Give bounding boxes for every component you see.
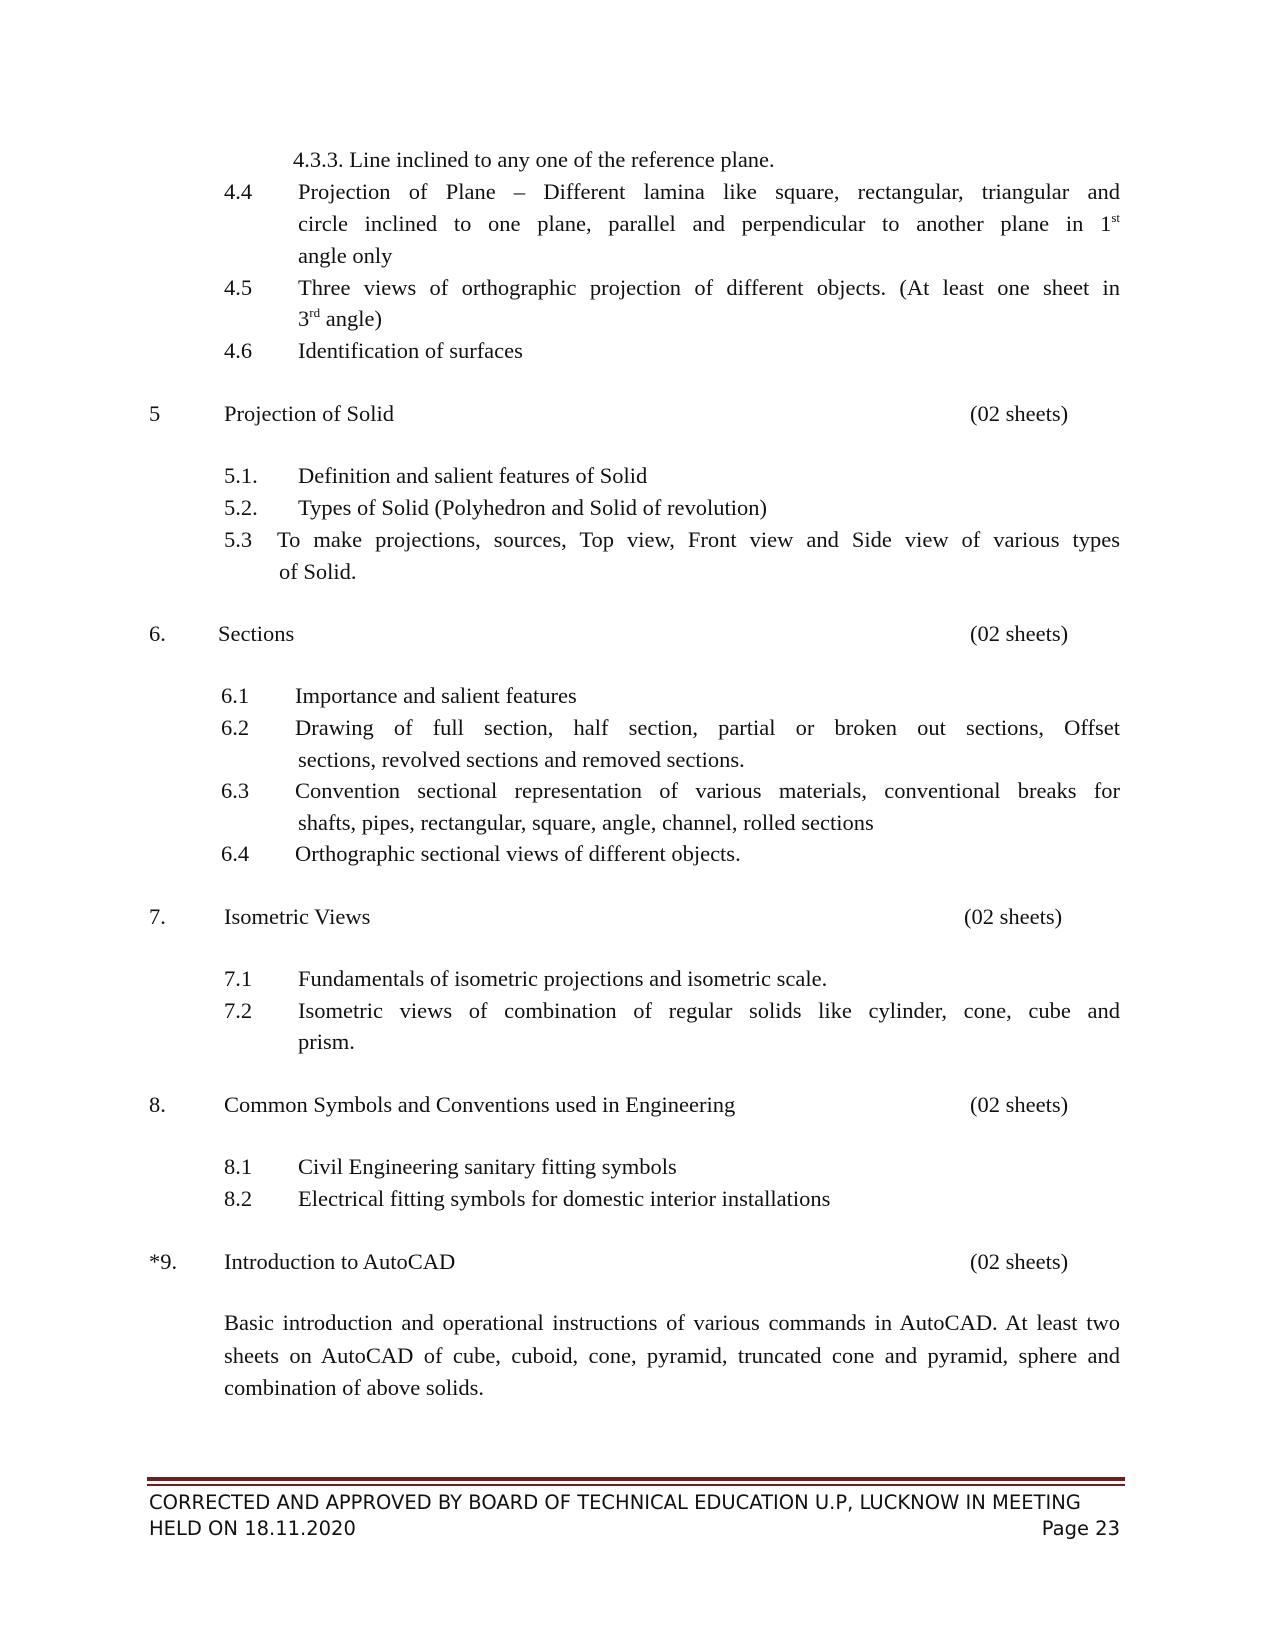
- item-4-3-3: 4.3.3. Line inclined to any one of the reference plane.: [293, 147, 775, 172]
- section-title: Sections: [218, 621, 295, 646]
- item-number: 5.3: [224, 527, 253, 552]
- section-sheets: (02 sheets): [970, 1249, 1069, 1274]
- item-7-1-text: Fundamentals of isometric projections and isometric scale.: [298, 966, 828, 991]
- item-number: 5.1.: [224, 463, 258, 488]
- item-4-4-line2-text: circle inclined to one plane, parallel and perpendicular to another plane in 1: [298, 211, 1112, 236]
- item-number: 7.2: [224, 998, 253, 1023]
- item-4-4-line1: Projection of Plane – Different lamina like square, rectangular, triangular and: [298, 179, 1120, 204]
- page-number: Page 23: [1041, 1517, 1120, 1540]
- superscript: st: [1111, 209, 1120, 225]
- section-sheets: (02 sheets): [970, 621, 1069, 646]
- section-number: 8.: [149, 1092, 166, 1117]
- item-8-1-text: Civil Engineering sanitary fitting symbols: [298, 1154, 677, 1179]
- item-6-1-text: Importance and salient features: [295, 683, 577, 708]
- footer-approval-line2: HELD ON 18.11.2020: [149, 1517, 356, 1540]
- item-4-6-text: Identification of surfaces: [298, 338, 523, 363]
- section-title: Introduction to AutoCAD: [224, 1249, 456, 1274]
- item-6-2-line1: Drawing of full section, half section, partial or broken out sections, Offset: [295, 715, 1120, 740]
- item-number: 4.6: [224, 338, 253, 363]
- section-number: 7.: [149, 904, 166, 929]
- item-number: 8.1: [224, 1154, 253, 1179]
- footer-rule: [147, 1477, 1125, 1481]
- item-5-1-text: Definition and salient features of Solid: [298, 463, 648, 488]
- item-number: 4.4: [224, 179, 253, 204]
- section-number: 6.: [149, 621, 166, 646]
- item-5-3-line2: of Solid.: [279, 559, 357, 584]
- section-sheets: (02 sheets): [964, 904, 1063, 929]
- item-number: 7.1: [224, 966, 253, 991]
- item-number: 8.2: [224, 1186, 253, 1211]
- superscript: rd: [309, 304, 321, 320]
- item-8-2-text: Electrical fitting symbols for domestic interior installations: [298, 1186, 831, 1211]
- item-4-4-line3: angle only: [298, 243, 393, 268]
- item-4-4-line2: [298, 210, 1120, 238]
- item-number: 6.2: [221, 715, 250, 740]
- item-number: 6.4: [221, 841, 250, 866]
- item-number: 5.2.: [224, 495, 258, 520]
- section-number: 5: [149, 401, 161, 426]
- item-number: 6.1: [221, 683, 250, 708]
- autocad-paragraph: Basic introduction and operational instructions of various commands in AutoCAD. At least two sheets on AutoCAD of cube, cuboid, cone, pyramid, truncated cone and pyramid, sphere and combination of above solids.: [224, 1310, 1120, 1400]
- item-6-4-text: Orthographic sectional views of different objects.: [295, 841, 741, 866]
- footer-approval-line1: CORRECTED AND APPROVED BY BOARD OF TECHNICAL EDUCATION U.P, LUCKNOW IN MEETING: [149, 1491, 1081, 1514]
- section-number: *9.: [149, 1249, 178, 1274]
- item-4-5-line2-pre: 3: [298, 306, 310, 331]
- item-6-3-line2: shafts, pipes, rectangular, square, angle, channel, rolled sections: [298, 810, 874, 835]
- item-4-5-line2-post: angle): [320, 306, 382, 331]
- item-number: 6.3: [221, 778, 250, 803]
- item-6-2-line2: sections, revolved sections and removed sections.: [298, 747, 745, 772]
- section-title: Isometric Views: [224, 904, 371, 929]
- item-4-5-line1: Three views of orthographic projection of different objects. (At least one sheet in: [298, 275, 1120, 300]
- item-7-2-line1: Isometric views of combination of regular solids like cylinder, cone, cube and: [298, 998, 1120, 1023]
- section-sheets: (02 sheets): [970, 1092, 1069, 1117]
- section-title: Common Symbols and Conventions used in Engineering: [224, 1092, 736, 1117]
- footer-rule-thin: [147, 1484, 1125, 1486]
- item-5-3-line1: To make projections, sources, Top view, Front view and Side view of various types: [277, 527, 1120, 552]
- item-6-3-line1: Convention sectional representation of various materials, conventional breaks for: [295, 778, 1120, 803]
- section-title: Projection of Solid: [224, 401, 394, 426]
- section-sheets: (02 sheets): [970, 401, 1069, 426]
- item-number: 4.5: [224, 275, 253, 300]
- item-5-2-text: Types of Solid (Polyhedron and Solid of revolution): [298, 495, 768, 520]
- item-4-5-line2: [298, 305, 382, 333]
- item-7-2-line2: prism.: [298, 1029, 355, 1054]
